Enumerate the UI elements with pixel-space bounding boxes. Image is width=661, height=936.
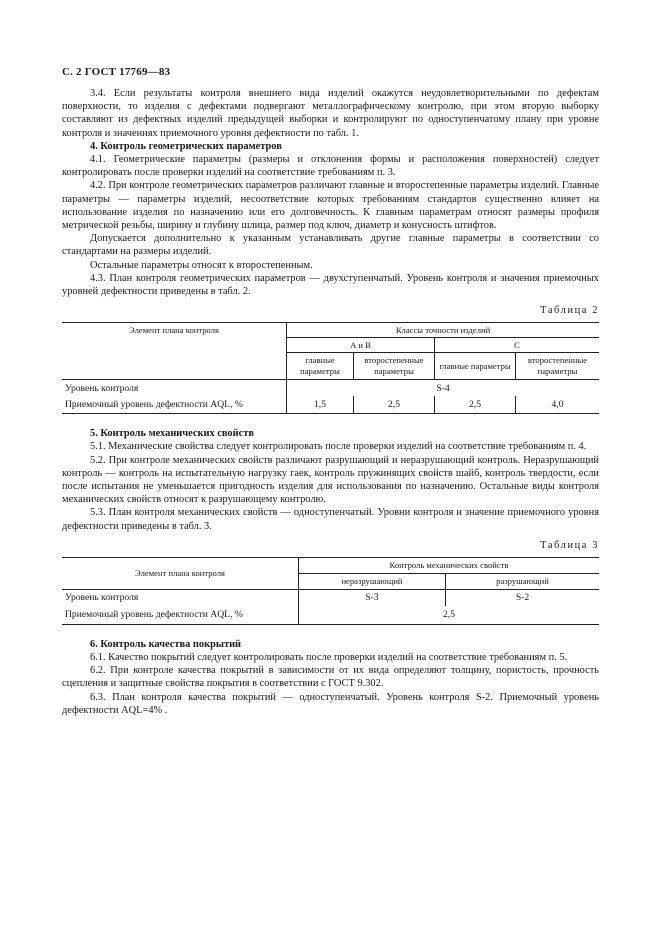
table-3-header-control: Контроль механических свойств xyxy=(299,557,600,573)
section-5-title: 5. Контроль механических свойств xyxy=(90,428,254,440)
table-3-sub-destructive: разрушающий xyxy=(446,573,600,589)
spacer xyxy=(62,414,599,427)
paragraph-6-2: 6.2. При контроле качества покрытий в зависимости от их вида определяют толщину, пористость, прочность сцепления и защитные свойства покрытия в соответствии с ГОСТ 9.302. xyxy=(62,665,599,690)
table-2-group-ab: А и В xyxy=(287,338,435,353)
paragraph-3-4: 3.4. Если результаты контроля внешнего вида изделий окажутся неудовлетворительными по дефектам поверхности, то изделия с дефектами подвергают металлографическому контролю, при этом вторую выборку составляют из дефектных изделий предыдущей выборки и контролируют по одноступенчатому плану при уровне контроля и значениях приемочного уровня дефектности по табл. 1. xyxy=(62,88,599,139)
table-3-row-level-label: Уровень контроля xyxy=(62,589,299,606)
table-3-caption: Таблица 3 xyxy=(540,539,599,551)
table-2-row-level-label: Уровень контроля xyxy=(62,380,287,397)
table-3-row-aql-label: Приемочный уровень дефектности AQL, % xyxy=(62,606,299,625)
document-page xyxy=(62,66,599,717)
paragraph-5-3: 5.3. План контроля механических свойств — одноступенчатый. Уровни контроля и значение приемочного уровня дефектности приведены в табл. 3. xyxy=(62,507,599,532)
table-3-level-value: S-3 xyxy=(299,589,446,606)
table-2-header-classes: Классы точности изделий xyxy=(287,323,600,338)
paragraph-4-2-other: Остальные параметры относят к второстепенным. xyxy=(90,259,313,271)
table-2-header-element: Элемент плана контроля xyxy=(62,323,287,380)
paragraph-6-3: 6.3. План контроля качества покрытий — одноступенчатый. Уровень контроля S-2. Приемочный уровень дефектности AQL=4% . xyxy=(62,691,599,716)
table-2-row-level-value: S-4 xyxy=(436,382,450,394)
paragraph-4-1: 4.1. Геометрические параметры (размеры и отклонения формы и расположения поверхностей) следует контролировать после проверки изделий на соответствие требованиям п. 3. xyxy=(62,154,599,179)
table-2-sub-secondary-c: второстепенные параметры xyxy=(516,353,600,380)
paragraph-4-2: 4.2. При контроле геометрических параметров различают главные и второстепенные параметры изделий. Главные параметры — параметры изделий, несоответствие которых требованиям стандартов существенно влияет на использование изделия по назначению или его долговечность. К главным параметрам относят размеры профиля метрической резьбы, ширину и глубину шлица, размер под ключ, диаметр и конусность штифтов. xyxy=(62,180,599,232)
table-3 xyxy=(62,557,599,625)
table-3-level-value: S-2 xyxy=(515,592,530,604)
table-3-sub-nondestructive: неразрушающий xyxy=(299,573,446,589)
page-header: С. 2 ГОСТ 17769—83 xyxy=(62,66,171,78)
table-2-caption: Таблица 2 xyxy=(540,305,599,317)
table-2-row-aql-label: Приемочный уровень дефектности AQL, % xyxy=(62,396,287,414)
table-2-group-c: С xyxy=(435,338,600,353)
table-3-header-element: Элемент плана контроля xyxy=(62,557,299,589)
paragraph-5-2: 5.2. При контроле механических свойств различают разрушающий и неразрушающий контроль. Неразрушающий контроль — контроль на испытательную нагрузку гаек, контроль пружинящих свойств шайб, контроль твердости, если после испытания не уменьшается пригодность изделия для использования по назначению. Остальные виды контроля механических свойств относят к разрушающему контролю. xyxy=(62,454,599,506)
paragraph-4-2-additional: Допускается дополнительно к указанным устанавливать другие главные параметры в соответствии со стандартами на размеры изделий. xyxy=(62,233,599,258)
section-4-title: 4. Контроль геометрических параметров xyxy=(90,140,282,152)
table-2-aql-value: 1,5 xyxy=(287,396,354,414)
paragraph-5-1: 5.1. Механические свойства следует контролировать после проверки изделий на соответствие требованиям п. 4. xyxy=(90,441,587,453)
table-2-sub-main-c: главные параметры xyxy=(435,353,516,380)
paragraph-4-3: 4.3. План контроля геометрических параметров — двухступенчатый. Уровень контроля и значения приемочных уровней дефектности приведены в табл. 2. xyxy=(62,272,599,298)
spacer xyxy=(62,625,599,638)
table-2-aql-value: 2,5 xyxy=(435,396,516,414)
table-3-aql-value: 2,5 xyxy=(443,609,455,621)
section-6-title: 6. Контроль качества покрытий xyxy=(90,638,242,650)
table-2 xyxy=(62,322,599,414)
table-2-sub-secondary-ab: второстепенные параметры xyxy=(354,353,435,380)
table-2-aql-value: 2,5 xyxy=(354,396,435,414)
table-2-aql-value: 4,0 xyxy=(551,399,564,411)
table-2-sub-main-ab: главные параметры xyxy=(287,353,354,380)
paragraph-6-1: 6.1. Качество покрытий следует контролировать после проверки изделий на соответствие требованиям п. 5. xyxy=(90,652,568,664)
